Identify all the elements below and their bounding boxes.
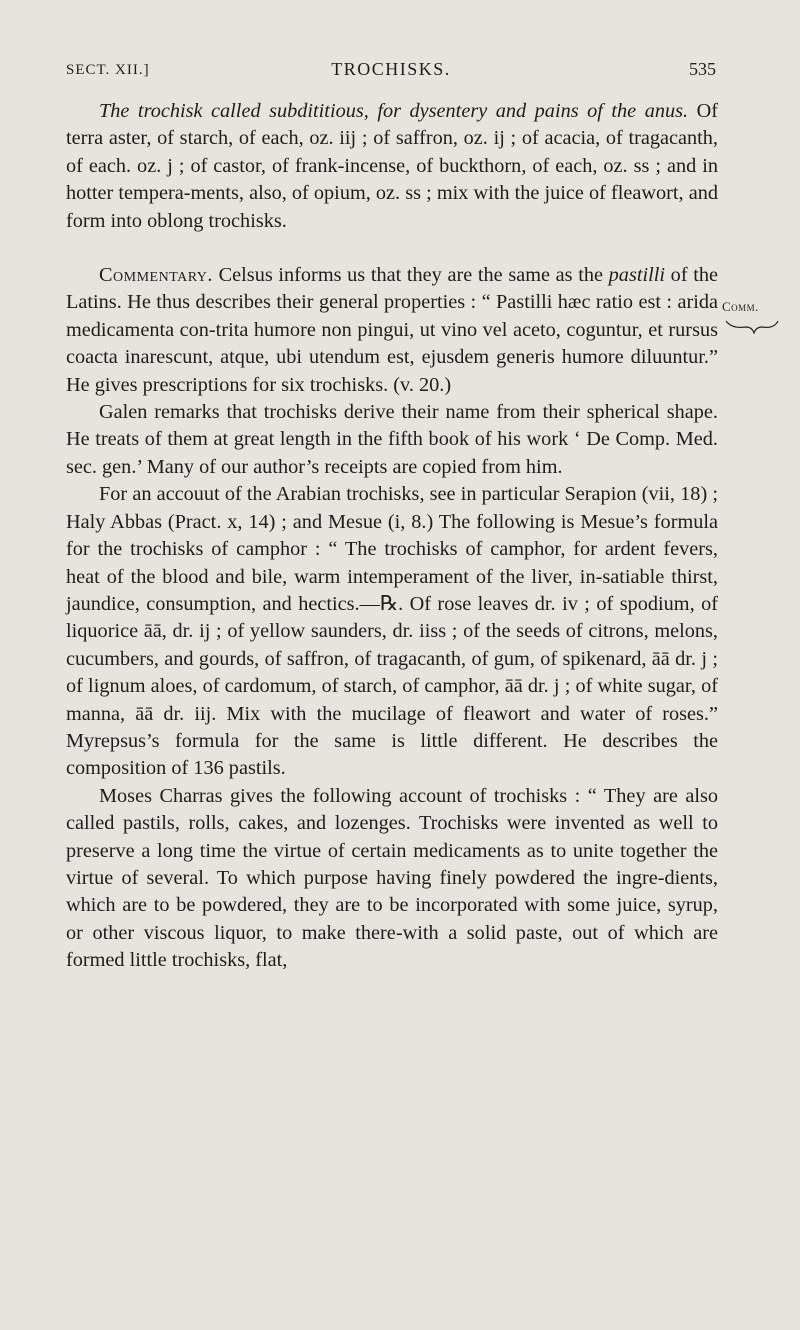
- page-number: 535: [689, 59, 716, 79]
- main-text: [66, 98, 718, 975]
- running-header: [66, 58, 716, 84]
- commentary-italic-word: pastilli: [608, 264, 666, 287]
- paragraph-galen: Galen remarks that trochisks derive their name from their spherical shape. He treats of them at great length in the fifth book of his work ‘ De Comp. Med. sec. gen.’ Many of our author’s receipts are copied from him.: [66, 401, 718, 478]
- paragraph-arabian: For an accouut of the Arabian trochisks, see in particular Serapion (vii, 18) ; Haly Abbas (Pract. x, 14) ; and Mesue (i, 8.) The following is Mesue’s formula for the trochisks of camphor : “ The trochisks of camphor, for ardent fevers, heat of the blood and bile, warm intemperament of the liver, in-satiable thirst, jaundice, consumption, and hectics.—℞. Of rose leaves dr. iv ; of spodium, of liquorice āā, dr. ij ; of yellow saunders, dr. iiss ; of the seeds of citrons, melons, cucumbers, and gourds, of saffron, of tragacanth, of gum, of spikenard, āā dr. j ; of lignum aloes, of cardomum, of starch, of camphor, āā dr. j ; of white sugar, of manna, āā dr. iij. Mix with the mucilage of fleawort and water of roses.” Myrepsus’s formula for the same is little different. He describes the composition of 136 pastils.: [66, 483, 718, 780]
- commentary-text-b: of the Latins. He thus describes their general properties : “ Pastilli hæc ratio est : arida medicamenta con-trita humore non pingui, ut vino vel aceto, coguntur, et rursus coacta inarescunt, atque, ubi utendum est, ejusdem generis humore diluuntur.” He gives prescriptions for six trochisks. (v. 20.): [66, 264, 719, 396]
- recipe-text: Of terra aster, of starch, of each, oz. iij ; of saffron, oz. ij ; of acacia, of tragacanth, of each. oz. j ; of castor, of frank-incense, of buckthorn, of each, oz. ss ; and in hotter tempera-ments, also, of opium, oz. ss ; mix with the juice of fleawort, and form into oblong trochisks.: [66, 100, 718, 232]
- margin-brace-icon: [724, 318, 780, 334]
- section-label: SECT. XII.]: [66, 62, 150, 78]
- paragraph-recipe: [66, 98, 718, 235]
- paragraph-charras: Moses Charras gives the following account of trochisks : “ They are also called pastils, rolls, cakes, and lozenges. Trochisks were invented as well to preserve a long time the virtue of certain medicaments as to unite together the virtue of several. To which purpose having finely powdered the ingre-dients, which are to be powdered, they are to be incorporated with some juice, syrup, or other viscous liquor, to make there-with a solid paste, out of which are formed little trochisks, flat,: [66, 784, 718, 972]
- paragraph-commentary: [66, 262, 718, 399]
- commentary-heading: Commentary.: [99, 264, 213, 287]
- margin-note: Comm.: [722, 299, 759, 314]
- page-title: TROCHISKS.: [331, 59, 451, 79]
- commentary-text-a: Celsus informs us that they are the same as the: [212, 264, 609, 287]
- recipe-title: The trochisk called subdititious, for dysentery and pains of the anus.: [99, 100, 689, 122]
- paragraph-gap: [66, 235, 718, 262]
